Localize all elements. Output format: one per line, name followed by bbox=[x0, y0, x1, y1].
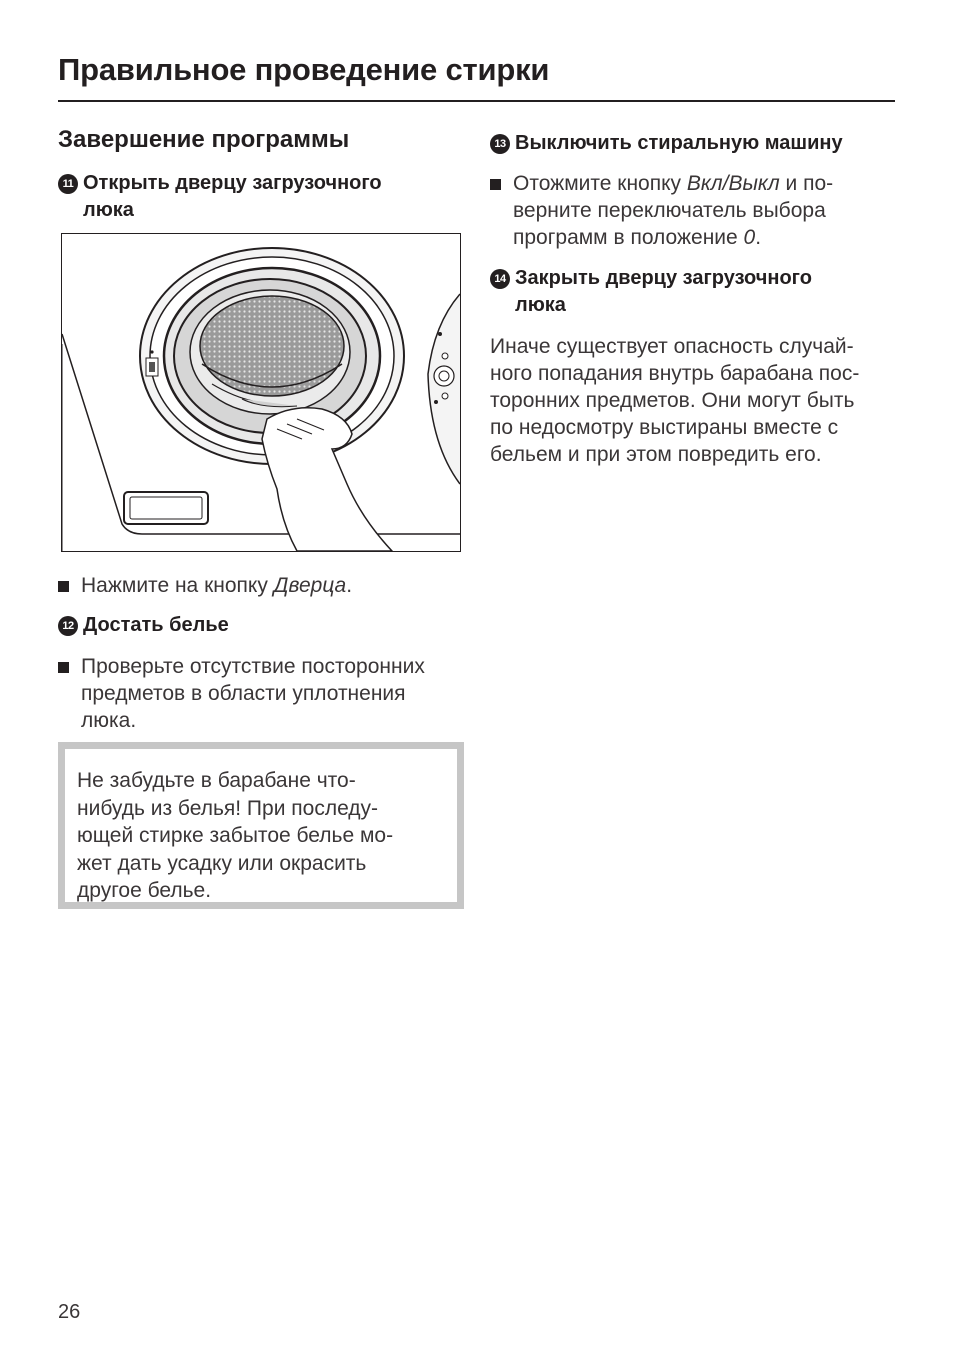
washing-machine-door-illustration bbox=[61, 233, 461, 552]
power-button-name: Вкл/Выкл bbox=[686, 172, 780, 195]
note-line: ющей стирке забытое белье мо- bbox=[77, 824, 394, 847]
instruction-punctuation: . bbox=[755, 226, 762, 249]
instruction-text: и по- bbox=[779, 172, 834, 195]
instruction-text: программ в положение bbox=[513, 226, 744, 249]
switch-position-value: 0 bbox=[743, 226, 756, 249]
page-number: 26 bbox=[58, 1301, 81, 1323]
step-11-heading bbox=[58, 170, 382, 224]
step-14-explanation bbox=[490, 333, 900, 468]
step-11-heading-line: люка bbox=[83, 199, 134, 221]
step-11-instruction bbox=[58, 572, 468, 599]
step-13-heading bbox=[490, 130, 843, 157]
note-line: жет дать усадку или окрасить bbox=[77, 851, 367, 875]
instruction-line: предметов в области уплотнения bbox=[81, 682, 406, 705]
instruction-line: Проверьте отсутствие посторонних bbox=[81, 655, 425, 678]
paragraph-line: ного попадания внутрь барабана пос- bbox=[490, 362, 860, 385]
paragraph-line: по недосмотру выстираны вместе с bbox=[490, 416, 839, 439]
section-title: Завершение программы bbox=[58, 126, 350, 153]
instruction-text: Нажмите на кнопку bbox=[81, 574, 274, 597]
instruction-line: люка. bbox=[81, 709, 137, 732]
note-line: Не забудьте в барабане что- bbox=[77, 769, 356, 792]
note-line: нибудь из белья! При последу- bbox=[77, 796, 379, 820]
step-11-number: 11 bbox=[58, 174, 78, 194]
bullet-square-icon bbox=[490, 179, 501, 190]
warning-note-text bbox=[65, 749, 457, 902]
step-12-heading bbox=[58, 612, 229, 639]
step-14-heading-line: люка bbox=[515, 294, 566, 316]
warning-note-box bbox=[58, 742, 464, 909]
note-line: другое белье. bbox=[77, 879, 212, 902]
paragraph-line: бельем и при этом повредить его. bbox=[490, 443, 822, 466]
step-13-heading-line: Выключить стиральную машину bbox=[515, 132, 843, 154]
paragraph-line: торонних предметов. Они могут быть bbox=[490, 389, 855, 412]
instruction-text: Отожмите кнопку bbox=[513, 172, 687, 195]
step-14-heading-line: Закрыть дверцу загрузочного bbox=[515, 267, 812, 289]
title-divider bbox=[58, 100, 895, 102]
bullet-square-icon bbox=[58, 581, 69, 592]
step-14-number: 14 bbox=[490, 269, 510, 289]
instruction-line: верните переключатель выбора bbox=[513, 199, 826, 222]
step-13-instruction bbox=[490, 170, 900, 251]
instruction-line bbox=[513, 224, 900, 251]
washer-drum-hand-drawing bbox=[62, 234, 460, 551]
step-12-instruction bbox=[58, 653, 468, 734]
step-12-heading-line: Достать белье bbox=[83, 614, 229, 636]
paragraph-line: Иначе существует опасность случай- bbox=[490, 335, 854, 358]
bullet-square-icon bbox=[58, 662, 69, 673]
instruction-punctuation: . bbox=[346, 574, 353, 597]
instruction-line bbox=[513, 170, 900, 197]
step-14-heading bbox=[490, 265, 812, 319]
step-13-number: 13 bbox=[490, 134, 510, 154]
door-button-name: Дверца bbox=[273, 574, 347, 597]
page-title: Правильное проведение стирки bbox=[58, 52, 550, 87]
step-12-number: 12 bbox=[58, 616, 78, 636]
step-11-heading-line: Открыть дверцу загрузочного bbox=[83, 172, 382, 194]
